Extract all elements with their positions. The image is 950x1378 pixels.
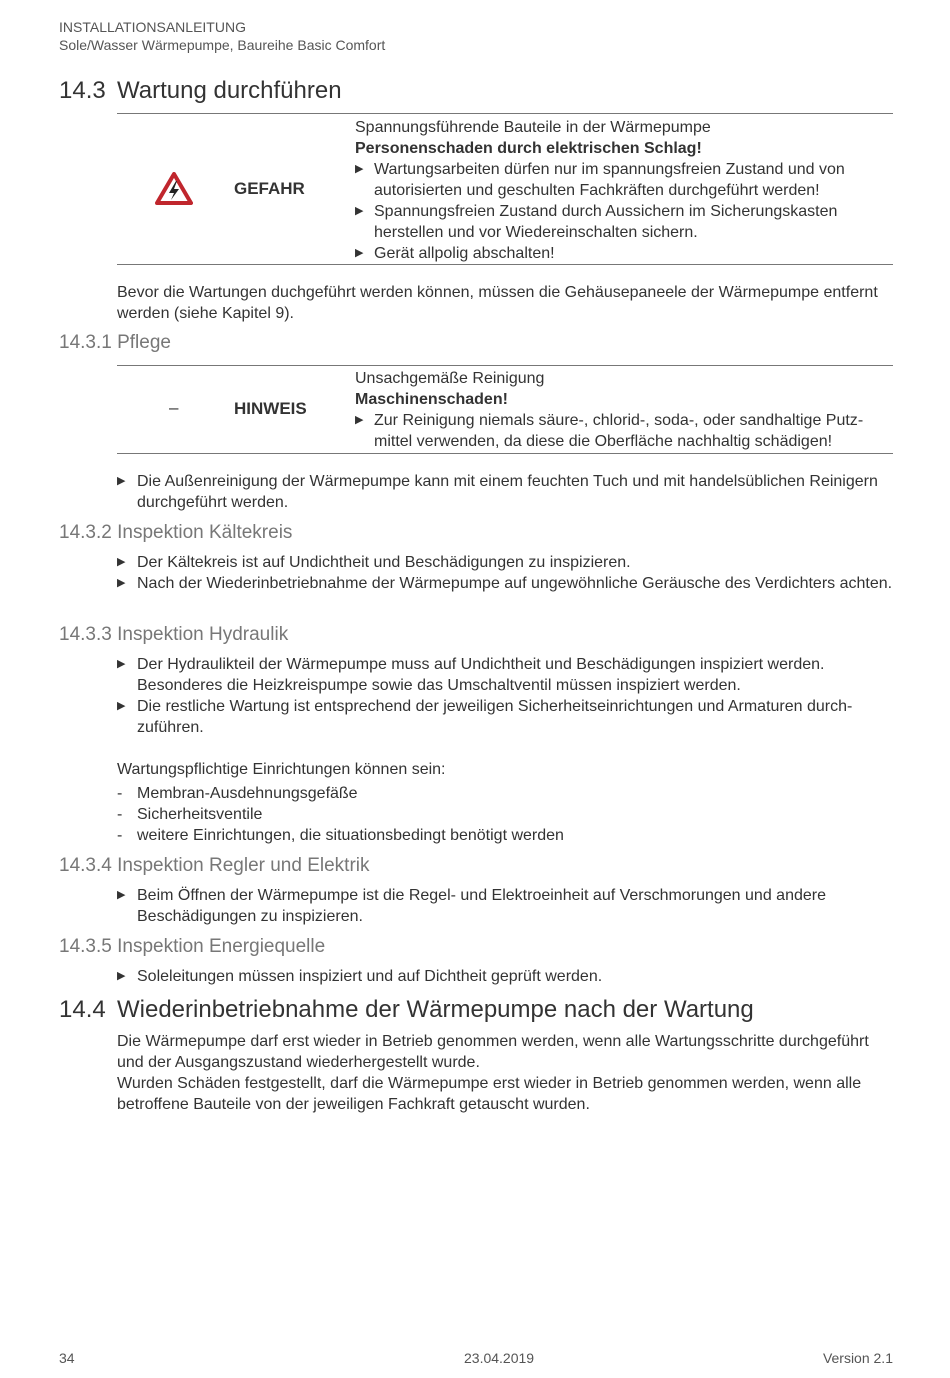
section-heading-14-3-2: 14.3.2 Inspektion Kältekreis [59, 522, 293, 543]
footer-version: Version 2.1 [822, 1350, 893, 1366]
triangle-bullet-icon: ▶ [117, 658, 126, 670]
section-number: 14.4 [59, 996, 106, 1023]
recommission-paragraph-1: Die Wärmepumpe darf erst wieder in Betrieb genommen werden, wenn alle Wartungsschritte durchgeführt und der Ausgangszustand wiederhergestellt wurde. [117, 1033, 869, 1071]
list-item: ▶ Der Hydraulikteil der Wärmepumpe muss auf Undichtheit und Beschädigungen inspiziert werden. Besonderes die Heizkreispumpe sowie das Umschaltventil müssen inspiziert werden. [117, 656, 825, 694]
triangle-bullet-icon: ▶ [117, 700, 126, 712]
triangle-bullet-icon: ▶ [355, 247, 364, 259]
triangle-bullet-icon: ▶ [355, 414, 364, 426]
section-heading-14-3-3: 14.3.3 Inspektion Hydraulik [59, 624, 289, 645]
danger-line1: Spannungsführende Bauteile in der Wärmepumpe [355, 119, 711, 136]
danger-item: ▶ Spannungsfreien Zustand durch Aussichern im Sicherungskasten herstellen und vor Wiedereinschalten sichern. [355, 203, 838, 241]
list-item: ▶ Soleleitungen müssen inspiziert und auf Dichtheit geprüft werden. [117, 968, 603, 985]
list-item: - Sicherheitsventile [117, 806, 263, 823]
controller-list [117, 885, 897, 927]
triangle-bullet-icon: ▶ [117, 889, 126, 901]
header-subtitle: Sole/Wasser Wärmepumpe, Baureihe Basic Comfort [59, 37, 386, 53]
danger-item: ▶ Gerät allpolig abschalten! [355, 245, 555, 262]
document-header [59, 18, 385, 54]
recommission-paragraph-2: Wurden Schäden festgestellt, darf die Wärmepumpe erst wieder in Betrieb genommen werden, wenn alle betroffene Bauteile von der jeweiligen Fachkraft getauscht wurden. [117, 1075, 862, 1113]
notice-line1: Unsachgemäße Reinigung [355, 370, 545, 387]
triangle-bullet-icon: ▶ [355, 163, 364, 175]
care-list [117, 471, 897, 513]
list-item: ▶ Die Außenreinigung der Wärmepumpe kann mit einem feuchten Tuch und mit handelsüblichen Reinigern durchgeführt werden. [117, 473, 878, 511]
danger-label: GEFAHR [234, 179, 305, 198]
intro-paragraph: Bevor die Wartungen duchgeführt werden können, müssen die Gehäusepaneele der Wärmepumpe entfernt werden (siehe Kapitel 9). [117, 284, 878, 322]
list-item: - Membran-Ausdehnungsgefäße [117, 785, 358, 802]
section-heading-14-3-5: 14.3.5 Inspektion Energiequelle [59, 936, 326, 957]
hydraulic-list [117, 654, 897, 738]
danger-box [117, 113, 893, 265]
section-heading-14-3-4: 14.3.4 Inspektion Regler und Elektrik [59, 855, 370, 876]
notice-dash-symbol: – [169, 398, 179, 417]
header-title: INSTALLATIONSANLEITUNG [59, 19, 246, 35]
section-number: 14.3 [59, 77, 106, 104]
notice-box [117, 365, 893, 454]
danger-item: ▶ Wartungsarbeiten dürfen nur im spannungsfreien Zustand und von autorisierten und geschulten Fachkräften durchgeführt werden! [355, 161, 845, 199]
section-title: Wartung durchführen [117, 77, 342, 104]
list-item: ▶ Nach der Wiederinbetriebnahme der Wärmepumpe auf ungewöhnliche Geräusche des Verdichters achten. [117, 575, 893, 592]
section-title: Wiederinbetriebnahme der Wärmepumpe nach der Wartung [117, 996, 754, 1023]
energy-source-list [117, 966, 897, 987]
list-item: ▶ Der Kältekreis ist auf Undichtheit und Beschädigungen zu inspizieren. [117, 554, 631, 571]
section-heading-14-3-1: 14.3.1 Pflege [59, 332, 171, 353]
page-number: 34 [59, 1350, 75, 1366]
triangle-bullet-icon: ▶ [117, 556, 126, 568]
notice-line2: Maschinenschaden! [355, 391, 508, 408]
notice-label: HINWEIS [234, 399, 307, 418]
section-heading-14-3 [59, 76, 342, 106]
danger-content [355, 117, 895, 264]
list-item: ▶ Die restliche Wartung ist entsprechend der jeweiligen Sicherheitseinrichtungen und Armaturen durchzuführen. [117, 698, 853, 736]
triangle-bullet-icon: ▶ [117, 970, 126, 982]
electric-hazard-icon [155, 172, 193, 211]
list-item: ▶ Beim Öffnen der Wärmepumpe ist die Regel- und Elektroeinheit auf Verschmorungen und andere Beschädigungen zu inspizieren. [117, 887, 826, 925]
maintenance-list-intro: Wartungspflichtige Einrichtungen können sein: [117, 761, 446, 778]
refrigerant-list [117, 552, 897, 594]
list-item: - weitere Einrichtungen, die situationsbedingt benötigt werden [117, 827, 564, 844]
footer-date: 23.04.2019 [464, 1350, 535, 1366]
danger-line2: Personenschaden durch elektrischen Schlag! [355, 140, 702, 157]
triangle-bullet-icon: ▶ [117, 475, 126, 487]
maintenance-device-list [117, 783, 877, 846]
section-heading-14-4 [59, 995, 754, 1025]
notice-content [355, 368, 895, 452]
triangle-bullet-icon: ▶ [355, 205, 364, 217]
notice-item: ▶ Zur Reinigung niemals säure-, chlorid-, soda-, oder sandhaltige Putzmittel verwenden, da diese die Oberfläche nachhaltig schädigen! [355, 412, 864, 450]
triangle-bullet-icon: ▶ [117, 577, 126, 589]
